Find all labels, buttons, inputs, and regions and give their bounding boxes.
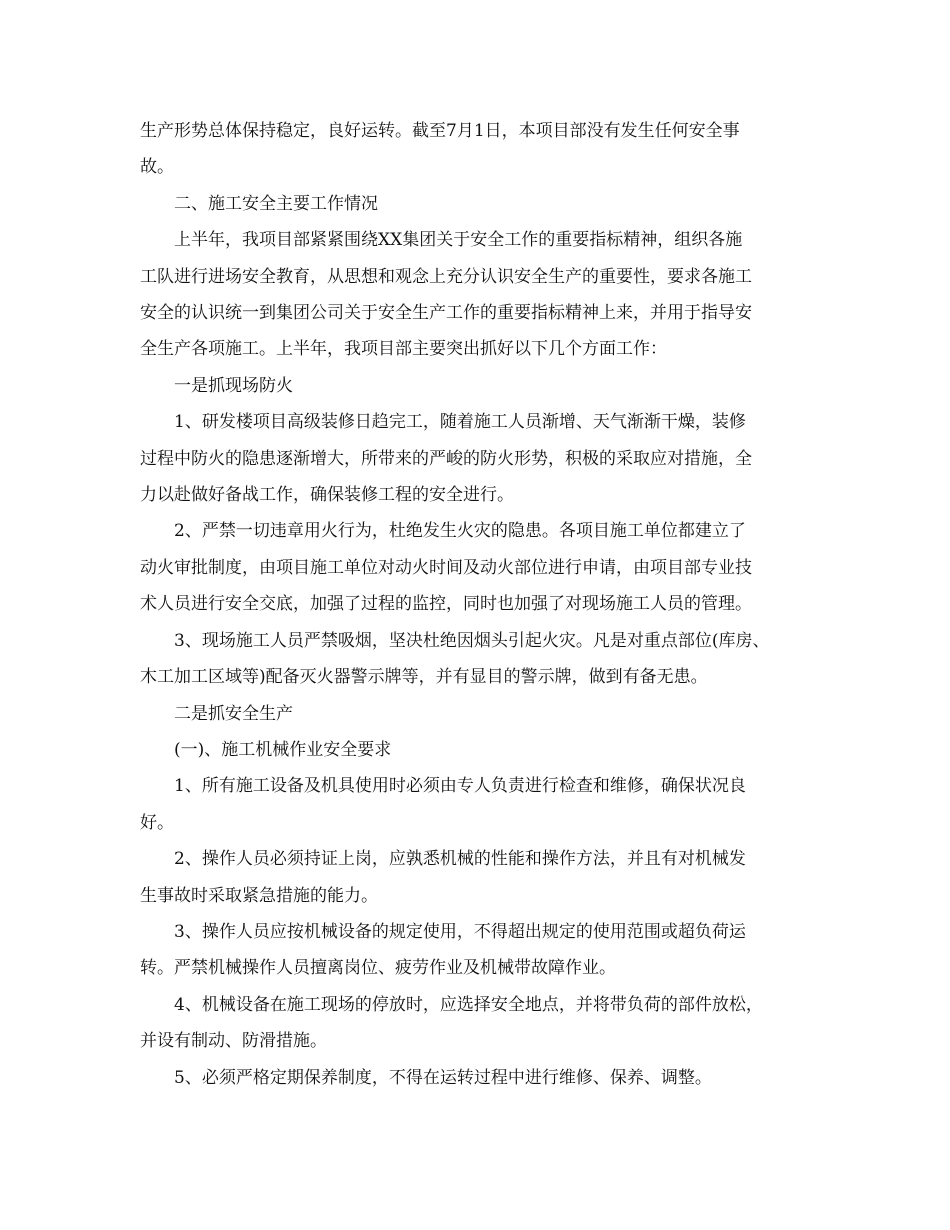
paragraph-p4 (140, 368, 820, 404)
text-line: 转。严禁机械操作人员擅离岗位、疲劳作业及机械带故障作业。 (140, 958, 616, 979)
paragraph-p9 (140, 732, 820, 768)
paragraph-p13 (140, 987, 820, 1060)
text-line: 安全的认识统一到集团公司关于安全生产工作的重要指标精神上来，并用于指导安 (140, 303, 752, 324)
document-body (140, 113, 820, 1096)
text-line: 二是抓安全生产 (140, 703, 293, 724)
paragraph-p5 (140, 404, 820, 513)
text-line: 一是抓现场防火 (140, 375, 293, 396)
paragraph-p11 (140, 841, 820, 914)
text-line: (一)、施工机械作业安全要求 (140, 739, 392, 760)
text-line: 并设有制动、防滑措施。 (140, 1031, 327, 1052)
text-line: 2、操作人员必须持证上岗，应孰悉机械的性能和操作方法，并且有对机械发 (140, 849, 746, 870)
text-line: 全生产各项施工。上半年，我项目部主要突出抓好以下几个方面工作： (140, 339, 667, 360)
text-line: 3、现场施工人员严禁吸烟，坚决杜绝因烟头引起火灾。凡是对重点部位(库房、 (140, 630, 770, 651)
paragraph-p12 (140, 914, 820, 987)
text-line: 3、操作人员应按机械设备的规定使用，不得超出规定的使用范围或超负荷运 (140, 921, 746, 942)
text-line: 故。 (140, 157, 174, 178)
text-line: 二、施工安全主要工作情况 (140, 193, 378, 214)
text-line: 过程中防火的隐患逐渐增大，所带来的严峻的防火形势，积极的采取应对措施，全 (140, 448, 752, 469)
paragraph-p2 (140, 186, 820, 222)
text-line: 1、研发楼项目高级装修日趋完工，随着施工人员渐增、天气渐渐干燥，装修 (140, 412, 746, 433)
text-line: 动火审批制度，由项目施工单位对动火时间及动火部位进行申请，由项目部专业技 (140, 557, 752, 578)
text-line: 好。 (140, 812, 174, 833)
text-line: 生事故时采取紧急措施的能力。 (140, 885, 378, 906)
paragraph-p10 (140, 768, 820, 841)
paragraph-p1 (140, 113, 820, 186)
paragraph-p3 (140, 222, 820, 368)
text-line: 2、严禁一切违章用火行为，杜绝发生火灾的隐患。各项目施工单位都建立了 (140, 521, 746, 542)
paragraph-p14 (140, 1060, 820, 1096)
text-line: 1、所有施工设备及机具使用时必须由专人负责进行检查和维修，确保状况良 (140, 776, 746, 797)
paragraph-p7 (140, 623, 820, 696)
text-line: 木工加工区域等)配备灭火器警示牌等，并有显目的警示牌，做到有备无患。 (140, 667, 708, 688)
text-line: 工队进行进场安全教育，从思想和观念上充分认识安全生产的重要性，要求各施工 (140, 266, 752, 287)
text-line: 上半年，我项目部紧紧围绕XX集团关于安全工作的重要指标精神，组织各施 (140, 230, 743, 251)
text-line: 生产形势总体保持稳定，良好运转。截至7月1日，本项目部没有发生任何安全事 (140, 121, 740, 141)
text-line: 5、必须严格定期保养制度，不得在运转过程中进行维修、保养、调整。 (140, 1067, 712, 1088)
text-line: 4、机械设备在施工现场的停放时，应选择安全地点，并将带负荷的部件放松， (140, 994, 763, 1015)
paragraph-p8 (140, 696, 820, 732)
text-line: 力以赴做好备战工作，确保装修工程的安全进行。 (140, 485, 514, 506)
paragraph-p6 (140, 513, 820, 622)
text-line: 术人员进行安全交底，加强了过程的监控，同时也加强了对现场施工人员的管理。 (140, 594, 752, 615)
